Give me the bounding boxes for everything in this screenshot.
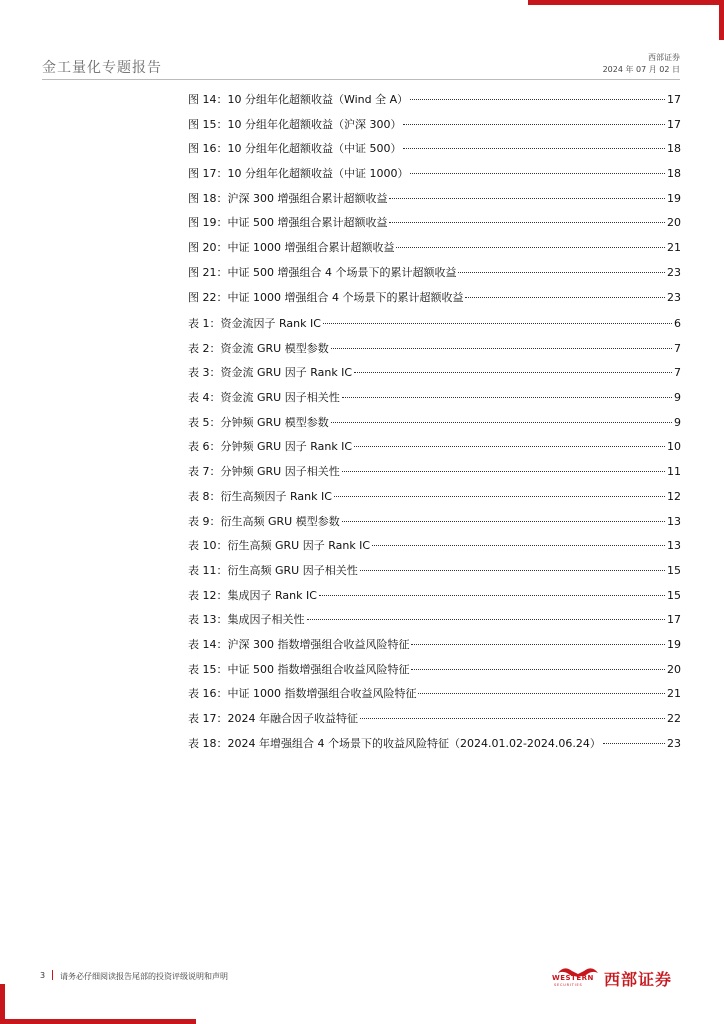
toc-entry-page: 9 bbox=[674, 415, 681, 429]
corner-accent-top-vertical bbox=[719, 0, 724, 40]
toc-entry[interactable] bbox=[188, 707, 681, 732]
toc-leader-dots bbox=[418, 692, 665, 694]
toc-leader-dots bbox=[323, 322, 672, 324]
toc-entry[interactable] bbox=[188, 682, 681, 707]
toc-leader-dots bbox=[410, 98, 665, 100]
toc-entry-label: 表 11：衍生高频 GRU 因子相关性 bbox=[188, 563, 358, 577]
toc-entry-label: 图 19：中证 500 增强组合累计超额收益 bbox=[188, 216, 388, 230]
toc-leader-dots bbox=[411, 643, 665, 645]
toc-entry-label: 图 16：10 分组年化超额收益（中证 500） bbox=[188, 142, 402, 156]
toc-entry-page: 15 bbox=[667, 588, 681, 602]
toc-leader-dots bbox=[389, 221, 665, 223]
toc-leader-dots bbox=[342, 470, 665, 472]
toc-entry-page: 17 bbox=[667, 613, 681, 627]
toc-entry-label: 表 3：资金流 GRU 因子 Rank IC bbox=[188, 366, 353, 380]
toc-entry[interactable] bbox=[188, 286, 681, 311]
toc-entry-page: 18 bbox=[667, 142, 681, 156]
toc-entry-label: 表 10：衍生高频 GRU 因子 Rank IC bbox=[188, 539, 371, 553]
toc-entry-page: 21 bbox=[667, 241, 681, 255]
toc-leader-dots bbox=[331, 347, 672, 349]
logo-chinese: 西部证券 bbox=[604, 970, 673, 989]
toc-leader-dots bbox=[410, 172, 665, 174]
header-company: 西部证券 bbox=[648, 53, 680, 62]
toc-entry[interactable] bbox=[188, 460, 681, 485]
company-logo bbox=[552, 963, 684, 991]
toc-entry[interactable] bbox=[188, 386, 681, 411]
toc-entry-label: 表 1：资金流因子 Rank IC bbox=[188, 317, 321, 330]
footer-disclaimer: 请务必仔细阅读报告尾部的投资评级说明和声明 bbox=[60, 972, 228, 981]
toc-leader-dots bbox=[342, 520, 665, 522]
toc-entry[interactable] bbox=[188, 337, 681, 362]
toc-leader-dots bbox=[372, 544, 665, 546]
toc-leader-dots bbox=[603, 742, 665, 744]
toc-entry[interactable] bbox=[188, 411, 681, 436]
toc-entry-label: 表 15：中证 500 指数增强组合收益风险特征 bbox=[188, 662, 410, 676]
toc-entry-label: 图 20：中证 1000 增强组合累计超额收益 bbox=[188, 241, 395, 255]
toc-entry-page: 17 bbox=[667, 93, 681, 106]
toc-entry[interactable] bbox=[188, 361, 681, 386]
toc-entry[interactable] bbox=[188, 633, 681, 658]
toc-entry[interactable] bbox=[188, 162, 681, 187]
toc-entry-page: 19 bbox=[667, 191, 681, 205]
toc-entry-label: 表 14：沪深 300 指数增强组合收益风险特征 bbox=[188, 637, 410, 651]
corner-accent-bottom-horizontal bbox=[0, 1019, 196, 1024]
toc-entry-page: 6 bbox=[674, 317, 681, 330]
toc-entry-page: 20 bbox=[667, 216, 681, 230]
page-number: 3 bbox=[40, 971, 46, 980]
toc-leader-dots bbox=[354, 371, 672, 373]
toc-entry[interactable] bbox=[188, 608, 681, 633]
toc-entry[interactable] bbox=[188, 211, 681, 236]
toc-entry[interactable] bbox=[188, 435, 681, 460]
toc-entry-page: 23 bbox=[667, 290, 681, 304]
toc-entry[interactable] bbox=[188, 261, 681, 286]
logo-english: WESTERN bbox=[552, 974, 594, 982]
toc-entry[interactable] bbox=[188, 534, 681, 559]
toc-entry-page: 20 bbox=[667, 662, 681, 676]
figure-list bbox=[188, 88, 681, 310]
toc-entry-page: 9 bbox=[674, 391, 681, 405]
toc-leader-dots bbox=[360, 569, 665, 571]
toc-entry-page: 7 bbox=[674, 341, 681, 355]
toc-entry[interactable] bbox=[188, 658, 681, 683]
toc-entry-label: 图 15：10 分组年化超额收益（沪深 300） bbox=[188, 117, 402, 131]
toc-entry-label: 表 12：集成因子 Rank IC bbox=[188, 588, 317, 602]
corner-accent-top-horizontal bbox=[528, 0, 724, 5]
toc-entry-label: 表 4：资金流 GRU 因子相关性 bbox=[188, 391, 340, 405]
toc-leader-dots bbox=[458, 271, 665, 273]
toc-leader-dots bbox=[331, 421, 672, 423]
toc-entry[interactable] bbox=[188, 559, 681, 584]
toc-entry[interactable] bbox=[188, 485, 681, 510]
toc-leader-dots bbox=[307, 618, 666, 620]
toc-entry-page: 15 bbox=[667, 563, 681, 577]
toc-entry-page: 23 bbox=[667, 736, 681, 750]
toc-entry-page: 18 bbox=[667, 167, 681, 181]
toc-entry-label: 表 8：衍生高频因子 Rank IC bbox=[188, 489, 332, 503]
toc-leader-dots bbox=[465, 296, 665, 298]
toc-entry-label: 图 21：中证 500 增强组合 4 个场景下的累计超额收益 bbox=[188, 265, 457, 279]
logo-english-sub: SECURITIES bbox=[554, 983, 583, 987]
toc-leader-dots bbox=[319, 594, 665, 596]
report-type-title: 金工量化专题报告 bbox=[42, 60, 162, 76]
toc-leader-dots bbox=[403, 147, 665, 149]
toc-entry[interactable] bbox=[188, 88, 681, 113]
footer-separator bbox=[52, 970, 53, 980]
toc-entry-page: 11 bbox=[667, 465, 681, 479]
toc-leader-dots bbox=[334, 495, 665, 497]
toc-entry-page: 19 bbox=[667, 637, 681, 651]
toc-leader-dots bbox=[389, 197, 665, 199]
toc-entry-label: 图 18：沪深 300 增强组合累计超额收益 bbox=[188, 191, 388, 205]
header-divider bbox=[42, 79, 680, 80]
toc-leader-dots bbox=[342, 396, 672, 398]
toc-entry[interactable] bbox=[188, 584, 681, 609]
toc-entry-page: 13 bbox=[667, 514, 681, 528]
table-list bbox=[188, 312, 681, 756]
toc-entry-page: 12 bbox=[667, 489, 681, 503]
toc-leader-dots bbox=[403, 123, 665, 125]
toc-entry[interactable] bbox=[188, 137, 681, 162]
toc-leader-dots bbox=[354, 445, 665, 447]
toc-entry-label: 图 17：10 分组年化超额收益（中证 1000） bbox=[188, 167, 409, 181]
toc-entry-label: 表 13：集成因子相关性 bbox=[188, 613, 305, 627]
toc-entry[interactable] bbox=[188, 510, 681, 535]
toc-entry-label: 图 14：10 分组年化超额收益（Wind 全 A） bbox=[188, 93, 409, 106]
toc-entry-page: 13 bbox=[667, 539, 681, 553]
toc-entry-label: 表 9：衍生高频 GRU 模型参数 bbox=[188, 514, 340, 528]
toc-entry[interactable] bbox=[188, 113, 681, 138]
toc-entry[interactable] bbox=[188, 236, 681, 261]
toc-entry-label: 表 7：分钟频 GRU 因子相关性 bbox=[188, 465, 340, 479]
toc-entry-label: 表 18：2024 年增强组合 4 个场景下的收益风险特征（2024.01.02-2024.06.24） bbox=[188, 736, 601, 750]
toc-entry-page: 7 bbox=[674, 366, 681, 380]
toc-leader-dots bbox=[360, 717, 665, 719]
toc-entry-label: 表 16：中证 1000 指数增强组合收益风险特征 bbox=[188, 687, 417, 701]
toc-entry[interactable] bbox=[188, 312, 681, 337]
toc-entry-label: 表 2：资金流 GRU 模型参数 bbox=[188, 341, 329, 355]
toc-entry-label: 表 6：分钟频 GRU 因子 Rank IC bbox=[188, 440, 353, 454]
toc-entry-label: 图 22：中证 1000 增强组合 4 个场景下的累计超额收益 bbox=[188, 290, 464, 304]
toc-entry[interactable] bbox=[188, 732, 681, 757]
toc-entry-page: 22 bbox=[667, 712, 681, 725]
toc-entry-label: 表 17：2024 年融合因子收益特征 bbox=[188, 712, 358, 725]
toc-entry-label: 表 5：分钟频 GRU 模型参数 bbox=[188, 415, 329, 429]
toc-entry-page: 23 bbox=[667, 265, 681, 279]
toc-leader-dots bbox=[411, 668, 665, 670]
header-date: 2024 年 07 月 02 日 bbox=[602, 65, 680, 74]
toc-entry-page: 10 bbox=[667, 440, 681, 454]
toc-entry[interactable] bbox=[188, 187, 681, 212]
toc-entry-page: 21 bbox=[667, 687, 681, 701]
toc-leader-dots bbox=[396, 246, 665, 248]
toc-entry-page: 17 bbox=[667, 117, 681, 131]
corner-accent-bottom-vertical bbox=[0, 984, 5, 1024]
